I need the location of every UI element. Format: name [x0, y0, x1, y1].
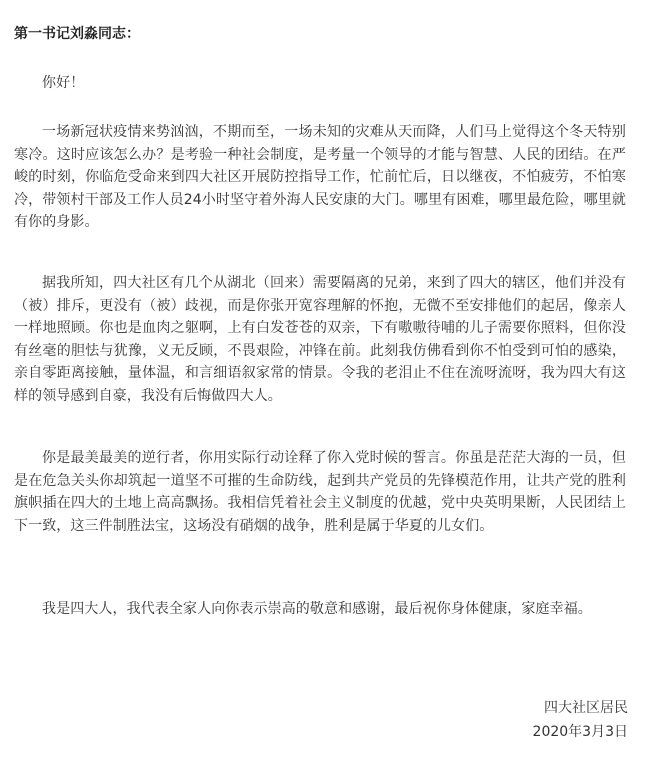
paragraph-3: 你是最美最美的逆行者，你用实际行动诠释了你入党时候的誓言。你虽是茫茫大海的一员，但是在危急关头你却筑起一道坚不可摧的生命防线，起到共产党员的先锋模范作用，让共产党的胜利旗帜插在四大的土地上高高飘扬。我相信凭着社会主义制度的优越，党中央英明果断，人民团结上下一致，这三件制胜法宝，这场没有硝烟的战争，胜利是属于华夏的儿女们。	[14, 450, 626, 534]
date: 2020年3月3日	[532, 724, 628, 740]
paragraph-1: 一场新冠状疫情来势汹汹，不期而至，一场未知的灾难从天而降，人们马上觉得这个冬天特别寒冷。这时应该怎么办？是考验一种社会制度，是考量一个领导的才能与智慧、人民的团结。在严峻的时刻，你临危受命来到四大社区开展防控指导工作，忙前忙后，日以继夜，不怕疲劳，不怕寒冷，带领村干部及工作人员24小时坚守着外海人民安康的大门。哪里有困难，哪里最危险，哪里就有你的身影。	[14, 124, 626, 231]
paragraph-2: 据我所知，四大社区有几个从湖北（回来）需要隔离的兄弟，来到了四大的辖区，他们并没有（被）排斥，更没有（被）歧视，而是你张开宽容理解的怀抱，无微不至安排他们的起居，像亲人一样地照顾。你也是血肉之躯啊，上有白发苍苍的双亲，下有嗷嗷待哺的儿子需要你照料，但你没有丝毫的胆怯与犹豫，义无反顾，不畏艰险，冲锋在前。此刻我仿佛看到你不怕受到可怕的感染，亲自零距离接触，量体温，和言细语叙家常的情景。令我的老泪止不住在流呀流呀，我为四大有这样的领导感到自豪，我没有后悔做四大人。	[14, 275, 626, 404]
paragraph-4: 我是四大人，我代表全家人向你表示崇高的敬意和感谢，最后祝你身体健康，家庭幸福。	[42, 601, 592, 617]
salutation: 第一书记刘淼同志：	[14, 26, 140, 42]
greeting: 你好！	[42, 75, 85, 91]
signature: 四大社区居民	[544, 700, 628, 716]
